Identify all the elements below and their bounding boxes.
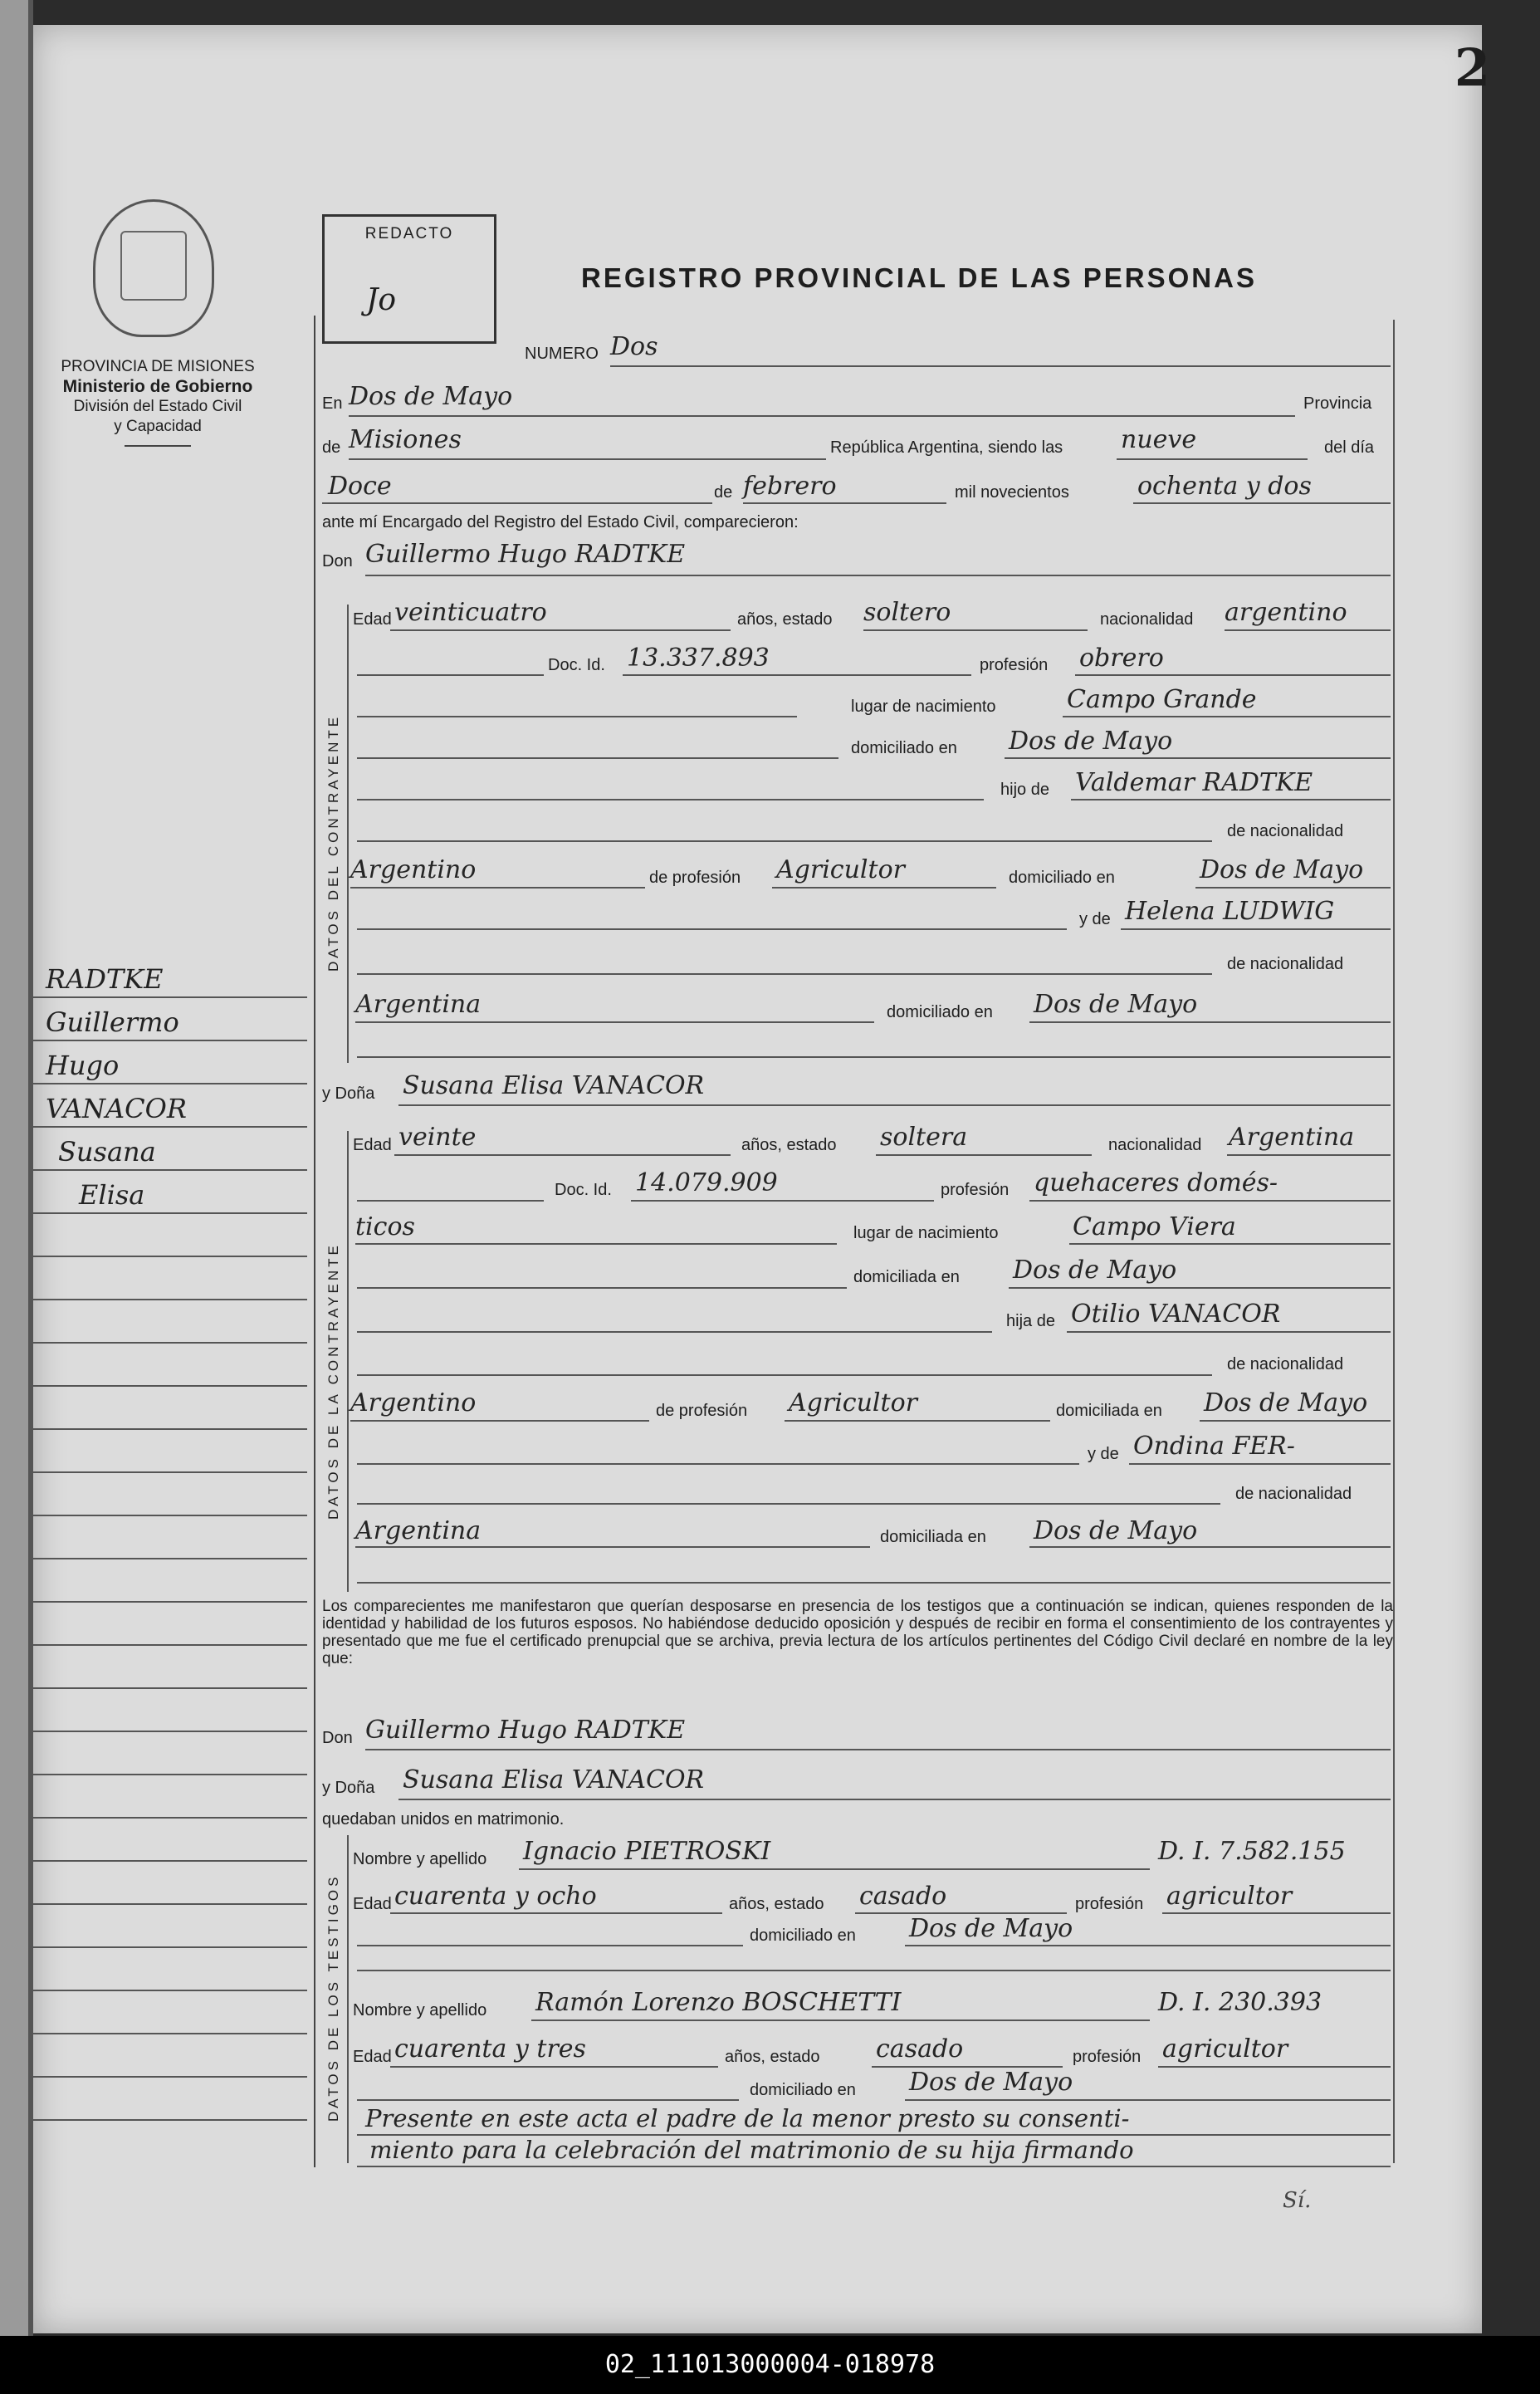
bride-padre-domicilio-line (1200, 1420, 1391, 1422)
groom-doc-line (623, 674, 971, 676)
t1-end-line (357, 1970, 1391, 1971)
groom-profesion-label: profesión (980, 656, 1049, 674)
bride-padre-line (1067, 1331, 1391, 1333)
bride-domicilio-line (1009, 1287, 1391, 1289)
groom-padre-domicilio: Dos de Mayo (1200, 855, 1364, 884)
en-value: Dos de Mayo (349, 382, 513, 411)
bride-end-line (357, 1582, 1391, 1584)
dona-label: y Doña (322, 1084, 375, 1103)
groom-dom-lead-line (357, 757, 838, 759)
bride-doc: 14.079.909 (635, 1168, 778, 1197)
margin-ruled-line (33, 1256, 307, 1257)
del-dia-label: del día (1324, 438, 1375, 457)
bride-padre-nac-lead-line (357, 1374, 1212, 1376)
book-spine (0, 0, 33, 2394)
margin-ruled-line (33, 1169, 307, 1171)
bride-padre-domiciliada-label: domiciliada en (1056, 1402, 1162, 1420)
en-label: En (322, 394, 343, 413)
coat-of-arms-seal (93, 199, 214, 337)
bride-estado: soltera (880, 1123, 968, 1152)
t1-domicilio-line (905, 1945, 1391, 1946)
anio-value: ochenta y dos (1137, 472, 1312, 501)
groom-profesion-line (1075, 674, 1391, 676)
groom-madre: Helena LUDWIG (1125, 897, 1335, 926)
redacto-label: REDACTO (364, 225, 454, 242)
t2-nombre-label: Nombre y apellido (353, 2001, 487, 2019)
margin-rule (314, 316, 315, 2167)
declaration-paragraph: Los comparecientes me manifestaron que querían desposarse en presencia de los testigos que a continuación se indican, quienes responden de la identidad y habilidad de los futuros esposos. No habiéndose deducido oposición y después de recibir en forma el consentimiento de los contrayentes y presentado que me fue el certificado prenupcial que se archiva, previa lectura de los artículos pertinentes del Código Civil declaré en nombre de la ley que: (322, 1598, 1393, 1667)
bride-madre-nac-lead-line (357, 1503, 1220, 1505)
margin-ruled-line (33, 1601, 307, 1603)
groom-lugar: Campo Grande (1067, 685, 1257, 714)
margin-ruled-line (33, 1515, 307, 1516)
numero-line (610, 365, 1391, 367)
t1-profesion-label: profesión (1075, 1895, 1144, 1913)
bride-profesion-label: profesión (941, 1181, 1010, 1199)
groom-lugar-label: lugar de nacimiento (851, 698, 996, 716)
bride-profesion: quehaceres domés- (1034, 1168, 1278, 1197)
margin-ruled-line (33, 1731, 307, 1732)
bride-y-de: y de (1088, 1445, 1119, 1463)
t2-dom-lead-line (357, 2099, 739, 2101)
groom-padre: Valdemar RADTKE (1075, 768, 1313, 797)
decl-bride-line (398, 1799, 1391, 1800)
margin-ruled-line (33, 1644, 307, 1646)
groom-name-line (365, 575, 1391, 576)
t2-anos-estado: años, estado (725, 2048, 820, 2066)
bride-doc-line (631, 1200, 934, 1202)
bride-lugar-lead-line (355, 1243, 837, 1245)
ministry-line-2: Ministerio de Gobierno (62, 377, 253, 396)
margin-ruled-line (33, 1774, 307, 1775)
decl-dona-label: y Doña (322, 1779, 375, 1797)
bride-edad-label: Edad (353, 1136, 392, 1154)
groom-padre-line (1071, 799, 1391, 800)
t1-nombre-label: Nombre y apellido (353, 1850, 487, 1868)
note-line-2: miento para la celebración del matrimonio de su hija firmando (369, 2136, 1134, 2164)
groom-madre-nac-lead-line (357, 973, 1212, 975)
numero-value: Dos (610, 332, 658, 361)
margin-ruled-line (33, 1342, 307, 1344)
en-line (349, 415, 1295, 417)
groom-padre-domicilio-line (1195, 887, 1391, 889)
groom-end-line (357, 1056, 1391, 1058)
bride-name: Susana Elisa VANACOR (403, 1071, 705, 1100)
note-line-1: Presente en este acta el padre de la menor presto su consenti- (365, 2104, 1130, 2132)
document-title: REGISTRO PROVINCIAL DE LAS PERSONAS (581, 262, 1257, 293)
groom-edad: veinticuatro (394, 598, 547, 627)
bride-lugar: Campo Viera (1073, 1212, 1236, 1241)
ministry-line-1: PROVINCIA DE MISIONES (61, 358, 255, 375)
quedaban-unidos: quedaban unidos en matrimonio. (322, 1810, 565, 1829)
de-label: de (322, 438, 341, 457)
groom-domicilio: Dos de Mayo (1009, 727, 1173, 756)
groom-padre-profesion-line (772, 887, 996, 889)
bride-madre-domicilio: Dos de Mayo (1034, 1516, 1198, 1545)
t1-nombre-line (519, 1868, 1150, 1870)
t2-nombre: Ramón Lorenzo BOSCHETTI (535, 1988, 902, 2017)
t2-edad-label: Edad (353, 2048, 392, 2066)
groom-doc: 13.337.893 (627, 644, 770, 673)
decl-groom-line (365, 1749, 1391, 1750)
margin-ruled-line (33, 2076, 307, 2078)
t2-domicilio-line (905, 2099, 1391, 2101)
margin-ruled-line (33, 1040, 307, 1041)
margin-name-groom-1: Guillermo (46, 1006, 179, 1038)
ministry-divider (125, 445, 191, 447)
bride-madre-nac-line (355, 1546, 870, 1548)
margin-ruled-line (33, 1558, 307, 1559)
note-sigue: Sí. (1283, 2188, 1312, 2213)
groom-edad-label: Edad (353, 610, 392, 629)
dia-value: Doce (328, 472, 392, 501)
ministry-block (33, 357, 282, 447)
provincia-line (349, 458, 826, 460)
bride-hija-label: hija de (1006, 1312, 1055, 1330)
margin-ruled-line (33, 1212, 307, 1214)
bride-domiciliada-label: domiciliada en (853, 1268, 960, 1286)
t1-profesion: agricultor (1166, 1882, 1293, 1911)
groom-madre-line (1121, 928, 1391, 930)
margin-ruled-line (33, 1385, 307, 1387)
bride-nacionalidad: Argentina (1229, 1123, 1355, 1152)
groom-estado-line (863, 629, 1088, 631)
groom-padre-de-profesion: de profesión (649, 869, 741, 887)
groom-madre-lead-line (357, 928, 1067, 930)
margin-ruled-line (33, 1126, 307, 1128)
groom-doc-label: Doc. Id. (548, 656, 605, 674)
bride-madre-nacionalidad: Argentina (355, 1516, 482, 1545)
t1-domiciliado-label: domiciliado en (750, 1926, 856, 1945)
bride-padre: Otilio VANACOR (1071, 1300, 1281, 1329)
page-number: 2 (1454, 37, 1490, 98)
t2-edad-line (390, 2066, 718, 2068)
t1-domicilio: Dos de Mayo (909, 1914, 1073, 1943)
bride-lugar-label: lugar de nacimiento (853, 1224, 999, 1242)
groom-domicilio-line (1005, 757, 1391, 759)
margin-ruled-line (33, 1946, 307, 1948)
t1-dom-lead-line (357, 1945, 743, 1946)
t2-profesion-line (1158, 2066, 1391, 2068)
margin-name-groom-2: Hugo (46, 1050, 120, 1081)
bride-nacionalidad-label: nacionalidad (1108, 1136, 1202, 1154)
groom-section-label: DATOS DEL CONTRAYENTE (325, 713, 341, 972)
margin-name-bride-2: Elisa (79, 1179, 145, 1211)
bride-name-line (398, 1104, 1391, 1106)
bride-padre-profesion-line (785, 1420, 1050, 1422)
t1-anos-estado: años, estado (729, 1895, 824, 1913)
groom-hijo-label: hijo de (1000, 781, 1049, 799)
ministry-line-4: y Capacidad (114, 418, 202, 435)
bride-edad-line (394, 1154, 731, 1156)
margin-surname-groom: RADTKE (46, 963, 164, 995)
margin-ruled-line (33, 1299, 307, 1300)
bride-doc-lead-line (357, 1200, 544, 1202)
mes-line (743, 502, 946, 504)
witness-section-rule (347, 1835, 349, 2163)
groom-padre-nacionalidad: Argentino (350, 855, 477, 884)
t1-edad: cuarenta y ocho (394, 1882, 597, 1911)
provincia-label: Provincia (1303, 394, 1372, 413)
bride-dom-lead-line (357, 1287, 847, 1289)
groom-profesion: obrero (1079, 644, 1164, 673)
t2-domiciliado-label: domiciliado en (750, 2081, 856, 2099)
numero-label: NUMERO (525, 345, 599, 363)
bride-padre-de-nacionalidad: de nacionalidad (1227, 1355, 1344, 1373)
groom-madre-nacionalidad: Argentina (355, 990, 482, 1019)
bride-padre-domicilio: Dos de Mayo (1204, 1388, 1368, 1417)
bride-anos-estado: años, estado (741, 1136, 837, 1154)
groom-domiciliado-label: domiciliado en (851, 739, 957, 757)
witness-section-label: DATOS DE LOS TESTIGOS (325, 1873, 341, 2122)
bride-edad: veinte (398, 1123, 477, 1152)
redacto-box (322, 214, 496, 344)
t2-profesion-label: profesión (1073, 2048, 1142, 2066)
decl-groom-name: Guillermo Hugo RADTKE (365, 1716, 686, 1745)
t2-edad: cuarenta y tres (394, 2034, 586, 2064)
bride-nacionalidad-line (1227, 1154, 1391, 1156)
margin-ruled-line (33, 2119, 307, 2121)
groom-doc-lead-line (357, 674, 544, 676)
margin-ruled-line (33, 1903, 307, 1905)
groom-madre-de-nacionalidad: de nacionalidad (1227, 955, 1344, 973)
t1-edad-line (390, 1912, 722, 1914)
margin-ruled-line (33, 1817, 307, 1819)
bride-madre: Ondina FER- (1133, 1432, 1295, 1461)
ministry-line-3: División del Estado Civil (73, 398, 242, 415)
bride-madre-de-nacionalidad: de nacionalidad (1235, 1485, 1352, 1503)
decl-bride-name: Susana Elisa VANACOR (403, 1765, 705, 1794)
groom-madre-domicilio: Dos de Mayo (1034, 990, 1198, 1019)
bride-domicilio: Dos de Mayo (1013, 1256, 1177, 1285)
mil-novecientos-label: mil novecientos (955, 483, 1069, 502)
groom-name: Guillermo Hugo RADTKE (365, 540, 686, 569)
mes-value: febrero (743, 472, 837, 501)
bride-section-label: DATOS DE LA CONTRAYENTE (325, 1242, 341, 1520)
republica-text: República Argentina, siendo las (830, 438, 1063, 457)
bride-section-rule (347, 1131, 349, 1592)
groom-padre-profesion: Agricultor (776, 855, 905, 884)
anio-line (1133, 502, 1391, 504)
margin-ruled-line (33, 996, 307, 998)
groom-padre-domiciliado-label: domiciliado en (1009, 869, 1115, 887)
groom-edad-line (390, 629, 731, 631)
margin-ruled-line (33, 1990, 307, 1991)
groom-nacionalidad-label: nacionalidad (1100, 610, 1194, 629)
provincia-value: Misiones (349, 425, 462, 454)
groom-hijo-lead-line (357, 799, 984, 800)
t2-doc: D. I. 230.393 (1158, 1988, 1322, 2017)
margin-name-bride-1: Susana (58, 1136, 156, 1168)
bride-padre-de-profesion: de profesión (656, 1402, 748, 1420)
bride-madre-line (1129, 1463, 1391, 1465)
t2-nombre-line (531, 2019, 1150, 2021)
margin-ruled-line (33, 1860, 307, 1862)
image-id-footer: 02_111013000004-018978 (0, 2336, 1540, 2394)
right-frame-rule (1393, 320, 1395, 2163)
groom-anos-estado: años, estado (737, 610, 833, 629)
t1-doc: D. I. 7.582.155 (1158, 1837, 1346, 1866)
t1-edad-label: Edad (353, 1895, 392, 1913)
groom-lugar-lead-line (357, 716, 797, 717)
dia-line (322, 502, 712, 504)
bride-padre-nacionalidad: Argentino (350, 1388, 477, 1417)
t2-profesion: agricultor (1162, 2034, 1288, 2064)
mes-label: de (714, 483, 733, 502)
bride-estado-line (876, 1154, 1092, 1156)
margin-surname-bride: VANACOR (46, 1093, 187, 1124)
margin-ruled-line (33, 2033, 307, 2034)
decl-don-label: Don (322, 1729, 353, 1747)
groom-y-de: y de (1079, 910, 1111, 928)
note-line-2-rule (357, 2166, 1391, 2167)
groom-madre-domiciliado-label: domiciliado en (887, 1003, 993, 1021)
bride-hija-lead-line (357, 1331, 992, 1333)
margin-ruled-line (33, 1083, 307, 1084)
bride-padre-profesion: Agricultor (789, 1388, 917, 1417)
margin-ruled-line (33, 1428, 307, 1430)
groom-madre-domicilio-line (1029, 1021, 1391, 1023)
bride-madre-lead-line (357, 1463, 1079, 1465)
groom-estado: soltero (863, 598, 951, 627)
groom-padre-de-nacionalidad: de nacionalidad (1227, 822, 1344, 840)
groom-padre-nac-lead-line (357, 840, 1212, 842)
t1-profesion-line (1162, 1912, 1391, 1914)
hora-value: nueve (1121, 425, 1197, 454)
bride-profesion-cont: ticos (355, 1212, 415, 1241)
hora-line (1117, 458, 1308, 460)
t1-nombre: Ignacio PIETROSKI (523, 1837, 771, 1866)
t1-estado: casado (859, 1882, 947, 1911)
ante-text: ante mí Encargado del Registro del Estado Civil, comparecieron: (322, 513, 799, 531)
bride-padre-nac-line (350, 1420, 649, 1422)
margin-ruled-line (33, 1471, 307, 1473)
don-label: Don (322, 552, 353, 570)
bride-doc-label: Doc. Id. (555, 1181, 612, 1199)
t2-estado: casado (876, 2034, 964, 2064)
bride-madre-domiciliada-label: domiciliada en (880, 1528, 986, 1546)
t2-domicilio: Dos de Mayo (909, 2068, 1073, 2097)
groom-lugar-line (1063, 716, 1391, 717)
groom-section-rule (347, 605, 349, 1063)
groom-padre-nac-line (350, 887, 645, 889)
bride-madre-domicilio-line (1029, 1546, 1391, 1548)
groom-madre-nac-line (355, 1021, 874, 1023)
groom-nacionalidad-line (1225, 629, 1391, 631)
bride-profesion-line (1029, 1200, 1391, 1202)
groom-nacionalidad: argentino (1225, 598, 1347, 627)
redacto-value: Jo (366, 283, 397, 317)
margin-ruled-line (33, 1687, 307, 1689)
bride-lugar-line (1069, 1243, 1391, 1245)
